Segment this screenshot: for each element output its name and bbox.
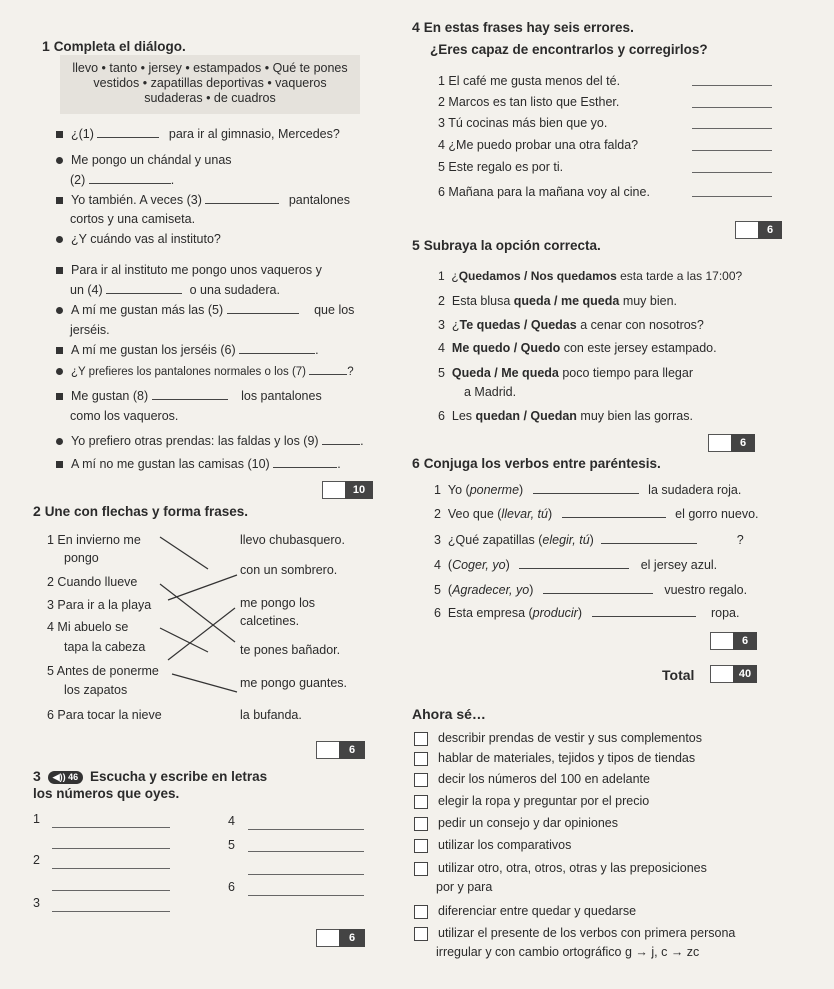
ex6-item-4: 4 (Coger, yo) el jersey azul.	[434, 558, 718, 572]
checkbox[interactable]	[414, 773, 428, 787]
ex5-item-2: 2 Esta blusa queda / me queda muy bien.	[438, 294, 678, 308]
total-score-box: 40	[710, 665, 757, 683]
ex3-item-4: 4	[228, 814, 235, 828]
ex4-title-2: ¿Eres capaz de encontrarlos y corregirlos?	[430, 42, 708, 57]
checklist-item[interactable]: utilizar el presente de los verbos con primera persona	[414, 926, 735, 941]
ex1-number: 1	[42, 38, 50, 54]
checkbox[interactable]	[414, 817, 428, 831]
dialogue-line-1: ¿(1) para ir al gimnasio, Mercedes?	[56, 127, 340, 141]
checklist-item-cont: por y para	[436, 880, 493, 894]
ex5-score-box: 6	[708, 434, 755, 452]
ex5-item-6: 6 Les quedan / Quedan muy bien las gorras.	[438, 409, 693, 423]
ex4-answer-line[interactable]	[692, 196, 772, 197]
ex3-score-box: 6	[316, 929, 365, 947]
ex2-right-a[interactable]: llevo chubasquero.	[240, 533, 345, 547]
dialogue-line-8: ¿Y prefieres los pantalones normales o los (7) ?	[56, 366, 354, 378]
ex2-title: Une con flechas y forma frases.	[44, 504, 249, 519]
ex2-left-4[interactable]: 4 Mi abuelo se	[47, 620, 129, 634]
checkbox[interactable]	[414, 862, 428, 876]
ex3-item-5: 5	[228, 838, 235, 852]
checklist-item[interactable]: utilizar los comparativos	[414, 838, 571, 853]
checklist-item[interactable]: describir prendas de vestir y sus complementos	[414, 731, 702, 746]
dialogue-line-2: Me pongo un chándal y unas	[56, 153, 232, 167]
ex2-right-d[interactable]: te pones bañador.	[240, 643, 341, 657]
ex2-left-1b: pongo	[64, 551, 99, 565]
ex2-left-4b: tapa la cabeza	[64, 640, 146, 654]
ex3-item-1: 1	[33, 812, 40, 826]
dialogue-line-9b: como los vaqueros.	[70, 409, 179, 423]
ex4-item-4: 4 ¿Me puedo probar una otra falda?	[438, 138, 639, 152]
dialogue-line-5b: un (4) o una sudadera.	[70, 283, 280, 297]
ex2-left-3[interactable]: 3 Para ir a la playa	[47, 598, 152, 612]
ex3-answer-line[interactable]	[52, 868, 170, 869]
ex3-answer-line[interactable]	[248, 895, 364, 896]
ex3-answer-line[interactable]	[52, 890, 170, 891]
checkbox[interactable]	[414, 839, 428, 853]
ex6-blank-6[interactable]	[592, 615, 696, 617]
checklist-item[interactable]: pedir un consejo y dar opiniones	[414, 816, 618, 831]
ex6-item-6: 6 Esta empresa (producir) ropa.	[434, 606, 740, 620]
ex3-heading: 3 ◀)) 46 Escucha y escribe en letras	[33, 768, 268, 784]
ex5-item-5b: a Madrid.	[464, 385, 517, 399]
ex6-item-1: 1 Yo (ponerme) la sudadera roja.	[434, 483, 742, 497]
ex5-item-3: 3 ¿Te quedas / Quedas a cenar con nosotros?	[438, 318, 704, 332]
dialogue-line-9: Me gustan (8) los pantalones	[56, 389, 322, 403]
checkbox[interactable]	[414, 732, 428, 746]
ex1-score-box: 10	[322, 481, 373, 499]
ex5-item-1: 1 ¿Quedamos / Nos quedamos esta tarde a las 17:00?	[438, 269, 743, 283]
ex4-answer-line[interactable]	[692, 107, 772, 108]
ahora-se-title: Ahora sé…	[412, 706, 486, 722]
ex4-answer-line[interactable]	[692, 172, 772, 173]
ex4-heading: 4 En estas frases hay seis errores.	[412, 19, 634, 35]
ex2-right-e[interactable]: me pongo guantes.	[240, 676, 348, 690]
ex4-answer-line[interactable]	[692, 150, 772, 151]
ex3-answer-line[interactable]	[52, 827, 170, 828]
ex2-right-b[interactable]: con un sombrero.	[240, 563, 338, 577]
dialogue-line-6b: jerséis.	[70, 323, 110, 337]
ex2-right-f[interactable]: la bufanda.	[240, 708, 302, 722]
ex2-left-1[interactable]: 1 En invierno me	[47, 533, 141, 547]
checkbox[interactable]	[414, 752, 428, 766]
ex6-item-2: 2 Veo que (llevar, tú) el gorro nuevo.	[434, 507, 759, 521]
dialogue-line-10: Yo prefiero otras prendas: las faldas y los (9) .	[56, 434, 364, 448]
ex1-title: Completa el diálogo.	[53, 39, 186, 54]
ex6-heading: 6 Conjuga los verbos entre paréntesis.	[412, 455, 661, 471]
ex3-title-2: los números que oyes.	[33, 786, 180, 801]
ex3-answer-line[interactable]	[248, 851, 364, 852]
ex2-right-c[interactable]: me pongo los	[240, 596, 316, 610]
checklist-item[interactable]: utilizar otro, otra, otros, otras y las preposiciones	[414, 861, 707, 876]
ex4-item-5: 5 Este regalo es por ti.	[438, 160, 564, 174]
dialogue-line-7: A mí me gustan los jerséis (6) .	[56, 343, 319, 357]
ex2-left-6[interactable]: 6 Para tocar la nieve	[47, 708, 162, 722]
ex5-item-4: 4 Me quedo / Quedo con este jersey estampado.	[438, 341, 717, 355]
ex4-item-3: 3 Tú cocinas más bien que yo.	[438, 116, 608, 130]
dialogue-line-3: Yo también. A veces (3) pantalones	[56, 193, 350, 207]
audio-track-icon[interactable]: ◀)) 46	[48, 771, 83, 784]
ex3-item-6: 6	[228, 880, 235, 894]
ex3-answer-line[interactable]	[52, 911, 170, 912]
ex4-item-6: 6 Mañana para la mañana voy al cine.	[438, 185, 650, 199]
checklist-item[interactable]: decir los números del 100 en adelante	[414, 772, 650, 787]
checklist-item-cont: irregular y con cambio ortográfico g → j, c → zc	[436, 945, 700, 959]
ex3-item-2: 2	[33, 853, 40, 867]
ex4-item-1: 1 El café me gusta menos del té.	[438, 74, 621, 88]
checklist-item[interactable]: diferenciar entre quedar y quedarse	[414, 904, 636, 919]
ex6-item-5: 5 (Agradecer, yo) vuestro regalo.	[434, 583, 748, 597]
ex4-answer-line[interactable]	[692, 85, 772, 86]
ex6-blank-3[interactable]	[601, 542, 697, 544]
ex6-blank-5[interactable]	[543, 592, 653, 594]
ex6-item-3: 3 ¿Qué zapatillas (elegir, tú) ?	[434, 533, 744, 547]
ex2-left-5b: los zapatos	[64, 683, 128, 697]
ex3-answer-line[interactable]	[248, 874, 364, 875]
checklist-item[interactable]: hablar de materiales, tejidos y tipos de tiendas	[414, 751, 695, 766]
dialogue-line-11: A mí no me gustan las camisas (10) .	[56, 457, 341, 471]
ex2-right-c2: calcetines.	[240, 614, 300, 628]
ex2-left-2[interactable]: 2 Cuando llueve	[47, 575, 138, 589]
ex3-answer-line[interactable]	[52, 848, 170, 849]
ex4-item-2: 2 Marcos es tan listo que Esther.	[438, 95, 620, 109]
ex5-item-5: 5 Queda / Me queda poco tiempo para llegar	[438, 366, 693, 380]
ex2-heading: 2 Une con flechas y forma frases.	[33, 503, 249, 519]
dialogue-line-5: Para ir al instituto me pongo unos vaqueros y	[56, 263, 322, 277]
word-box-line: sudaderas • de cuadros	[144, 91, 276, 105]
ex4-answer-line[interactable]	[692, 128, 772, 129]
dialogue-line-2b: (2) .	[70, 173, 175, 187]
word-box-line: llevo • tanto • jersey • estampados • Qué te pones	[72, 61, 348, 75]
ex6-blank-4[interactable]	[519, 567, 629, 569]
ex6-blank-1[interactable]	[533, 492, 639, 494]
checkbox[interactable]	[414, 927, 428, 941]
checkbox[interactable]	[414, 905, 428, 919]
ex4-score-box: 6	[735, 221, 782, 239]
ex3-item-3: 3	[33, 896, 40, 910]
ex3-answer-line[interactable]	[248, 829, 364, 830]
dialogue-line-6: A mí me gustan más las (5) que los	[56, 303, 354, 317]
word-box-line: vestidos • zapatillas deportivas • vaqueros	[93, 76, 327, 90]
total-label: Total	[662, 667, 695, 683]
dialogue-line-3b: cortos y una camiseta.	[70, 212, 196, 226]
checklist-item[interactable]: elegir la ropa y preguntar por el precio	[414, 794, 649, 809]
ex6-blank-2[interactable]	[562, 516, 666, 518]
ex5-heading: 5 Subraya la opción correcta.	[412, 237, 601, 253]
ex2-left-5[interactable]: 5 Antes de ponerme	[47, 664, 159, 678]
ex2-score-box: 6	[316, 741, 365, 759]
checkbox[interactable]	[414, 795, 428, 809]
dialogue-line-4: ¿Y cuándo vas al instituto?	[56, 232, 221, 246]
ex6-score-box: 6	[710, 632, 757, 650]
